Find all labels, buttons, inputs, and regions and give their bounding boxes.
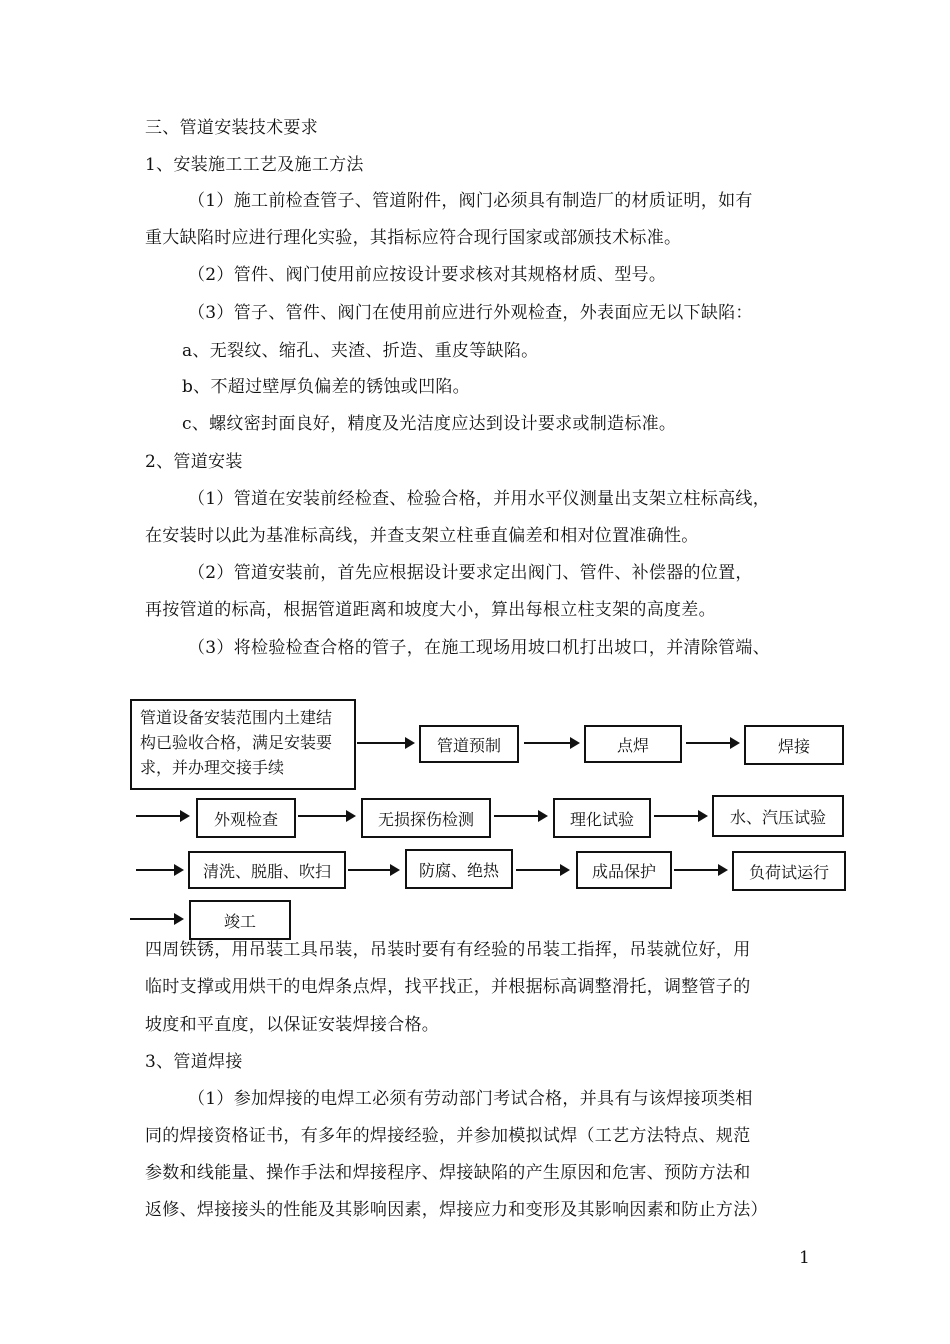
- flow-arrow: [524, 742, 578, 744]
- paragraph-line: （3）将检验检查合格的管子，在施工现场用坡口机打出坡口，并清除管端、: [188, 638, 771, 658]
- paragraph-line: 在安装时以此为基准标高线，并查支架立柱垂直偏差和相对位置准确性。: [145, 526, 699, 546]
- flow-arrow: [674, 869, 726, 871]
- flow-step-box: 理化试验: [553, 798, 651, 838]
- paragraph-line: 重大缺陷时应进行理化实验，其指标应符合现行国家或部颁技术标准。: [145, 228, 682, 248]
- flow-arrow: [130, 918, 182, 920]
- flow-end-box: 竣工: [189, 900, 291, 940]
- flow-arrow: [357, 742, 413, 744]
- paragraph-line: （2）管道安装前，首先应根据设计要求定出阀门、管件、补偿器的位置，: [188, 563, 753, 583]
- flow-arrow: [136, 815, 188, 817]
- flow-arrow: [516, 869, 568, 871]
- subsection-heading: 2、管道安装: [145, 452, 243, 472]
- paragraph-line: （1）管道在安装前经检查、检验合格，并用水平仪测量出支架立柱标高线，: [188, 489, 771, 509]
- flow-arrow: [654, 815, 706, 817]
- paragraph-line: 返修、焊接接头的性能及其影响因素，焊接应力和变形及其影响因素和防止方法）: [145, 1200, 768, 1220]
- list-item: a、无裂纹、缩孔、夹渣、折造、重皮等缺陷。: [182, 341, 539, 361]
- flow-step-box: 无损探伤检测: [361, 798, 491, 838]
- paragraph-line: 同的焊接资格证书，有多年的焊接经验，并参加模拟试焊（工艺方法特点、规范: [145, 1126, 751, 1146]
- list-item: c、螺纹密封面良好，精度及光洁度应达到设计要求或制造标准。: [182, 414, 677, 434]
- flow-arrow: [686, 742, 738, 744]
- flow-arrow: [136, 869, 182, 871]
- paragraph-line: 参数和线能量、操作手法和焊接程序、焊接缺陷的产生原因和危害、预防方法和: [145, 1163, 751, 1183]
- subsection-heading: 1、安装施工工艺及施工方法: [145, 155, 364, 175]
- paragraph-line: 再按管道的标高，根据管道距离和坡度大小，算出每根立柱支架的高度差。: [145, 600, 716, 620]
- paragraph-line: 临时支撑或用烘干的电焊条点焊，找平找正，并根据标高调整滑托，调整管子的: [145, 977, 751, 997]
- flow-step-box: 防腐、绝热: [405, 849, 513, 889]
- flow-step-box: 成品保护: [576, 851, 672, 889]
- flow-start-box: 管道设备安装范围内土建结构已验收合格，满足安装要求，并办理交接手续: [130, 699, 356, 790]
- flow-step-box: 管道预制: [419, 725, 519, 763]
- list-item: b、不超过壁厚负偏差的锈蚀或凹陷。: [182, 377, 470, 397]
- flow-step-box: 点焊: [584, 725, 682, 763]
- paragraph-line: （1）施工前检查管子、管道附件，阀门必须具有制造厂的材质证明，如有: [188, 191, 753, 211]
- flow-step-box: 焊接: [744, 725, 844, 765]
- paragraph-line: （1）参加焊接的电焊工必须有劳动部门考试合格，并具有与该焊接项类相: [188, 1089, 753, 1109]
- paragraph-line: （2）管件、阀门使用前应按设计要求核对其规格材质、型号。: [188, 265, 667, 285]
- flow-step-box: 水、汽压试验: [712, 795, 844, 837]
- paragraph-line: 坡度和平直度，以保证安装焊接合格。: [145, 1015, 440, 1035]
- section-heading: 三、管道安装技术要求: [145, 118, 318, 138]
- flow-arrow: [348, 869, 398, 871]
- paragraph-line: 四周铁锈，用吊装工具吊装，吊装时要有有经验的吊装工指挥，吊装就位好，用: [145, 940, 751, 960]
- page-number: 1: [799, 1248, 810, 1268]
- flow-arrow: [494, 815, 546, 817]
- flow-step-box: 外观检查: [196, 798, 296, 838]
- paragraph-line: （3）管子、管件、阀门在使用前应进行外观检查，外表面应无以下缺陷：: [188, 303, 753, 323]
- subsection-heading: 3、管道焊接: [145, 1052, 243, 1072]
- flow-step-box: 清洗、脱脂、吹扫: [188, 851, 346, 889]
- flow-arrow: [298, 815, 354, 817]
- flow-step-box: 负荷试运行: [732, 851, 846, 891]
